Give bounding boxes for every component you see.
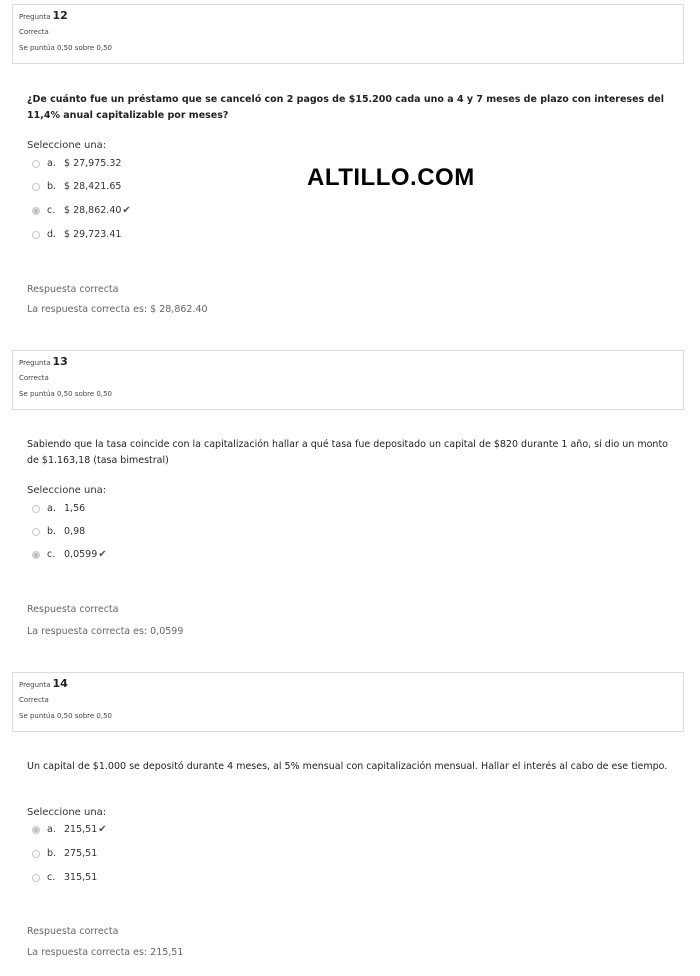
radio-button-selected[interactable] [32,207,40,215]
radio-button[interactable] [32,505,40,513]
question-text: ¿De cuánto fue un préstamo que se canceló con 2 pagos de $15.200 cada uno a 4 y 7 meses de plazo con intereses del 11,4% anual capitalizable por meses? [27,94,664,121]
answer-option-a[interactable]: a. $ 27,975.32 [32,158,121,169]
radio-button[interactable] [32,528,40,536]
question-label: Pregunta [19,13,51,21]
question-state: Correcta [19,374,49,382]
feedback-title: Respuesta correcta [27,284,119,295]
question-grade: Se puntúa 0,50 sobre 0,50 [19,712,113,720]
answer-option-a[interactable]: a. 215,51 ✔ [32,824,107,835]
question-label: Pregunta [19,681,51,689]
watermark-text: ALTILLO.COM [307,164,475,191]
question-number: 13 [52,355,68,368]
question-info-14 [12,672,684,732]
answer-option-c[interactable]: c. $ 28,862.40 ✔ [32,205,131,216]
question-label: Pregunta [19,359,51,367]
question-state: Correcta [19,696,49,704]
checkmark-icon: ✔ [98,549,107,560]
select-prompt: Seleccione una: [27,485,107,496]
answer-option-b[interactable]: b. 0,98 [32,526,85,537]
feedback-answer: La respuesta correcta es: 215,51 [27,947,184,958]
answer-option-d[interactable]: d. $ 29,723.41 [32,229,121,240]
select-prompt: Seleccione una: [27,807,107,818]
feedback-title: Respuesta correcta [27,926,119,937]
radio-button[interactable] [32,850,40,858]
checkmark-icon: ✔ [98,824,107,835]
question-text: Sabiendo que la tasa coincide con la capitalización hallar a qué tasa fue depositado un capital de $820 durante 1 año, si dio un monto de $1.163,18 (tasa bimestral) [27,439,668,466]
radio-button-selected[interactable] [32,826,40,834]
feedback-answer: La respuesta correcta es: $ 28,862.40 [27,304,208,315]
question-grade: Se puntúa 0,50 sobre 0,50 [19,44,113,52]
select-prompt: Seleccione una: [27,140,107,151]
answer-option-b[interactable]: b. $ 28,421.65 [32,181,121,192]
question-info-12 [12,4,684,64]
answer-option-a[interactable]: a. 1,56 [32,503,85,514]
checkmark-icon: ✔ [122,205,131,216]
radio-button[interactable] [32,183,40,191]
feedback-answer: La respuesta correcta es: 0,0599 [27,626,184,637]
question-number: 12 [52,9,68,22]
question-text: Un capital de $1.000 se depositó durante 4 meses, al 5% mensual con capitalización mensual. Hallar el interés al cabo de ese tiempo. [27,761,668,772]
radio-button[interactable] [32,160,40,168]
question-info-13 [12,350,684,410]
radio-button-selected[interactable] [32,551,40,559]
question-state: Correcta [19,28,49,36]
answer-option-c[interactable]: c. 315,51 [32,872,97,883]
answer-option-b[interactable]: b. 275,51 [32,848,97,859]
answer-option-c[interactable]: c. 0,0599 ✔ [32,549,107,560]
radio-button[interactable] [32,231,40,239]
radio-button[interactable] [32,874,40,882]
feedback-title: Respuesta correcta [27,604,119,615]
question-grade: Se puntúa 0,50 sobre 0,50 [19,390,113,398]
question-number: 14 [52,677,68,690]
